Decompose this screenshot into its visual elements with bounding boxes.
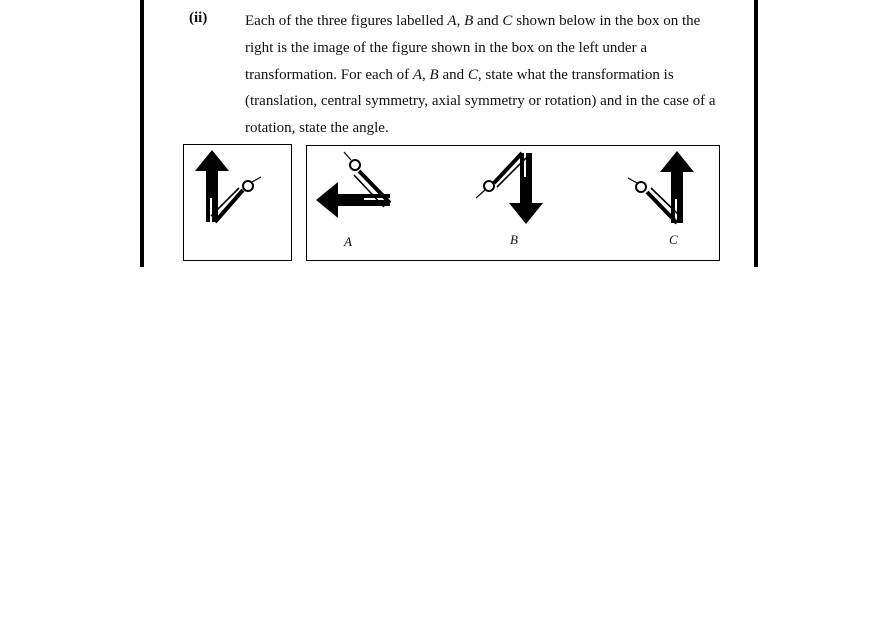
figure-a-label: A [344,234,352,249]
figure-b-ring [484,181,494,191]
question-text [245,8,745,142]
right-margin-rule [754,0,758,267]
figure-a-ring [350,160,360,170]
figure-b-label: B [510,232,518,247]
figure-c-ring [636,182,646,192]
figure-b-tick [476,190,485,198]
figure-a-arrow [316,182,390,218]
original-figure [183,144,292,261]
question-line: (translation, central symmetry, axial symmetry or rotation) and in the case of a [245,93,716,110]
question-line: Each of the three figures labelled A, B and C shown below in the box on the [245,13,701,29]
image-figure-c [620,145,710,230]
figure-a-tick [344,152,351,160]
question-line: rotation, state the angle. [245,120,389,137]
question-number: (ii) [189,10,208,26]
original-stem [215,190,243,222]
left-margin-rule [140,0,144,267]
original-tick [252,177,261,182]
original-ring [243,181,253,191]
figure-c-tick [628,178,637,183]
figure-c-label: C [669,232,678,247]
question-line: right is the image of the figure shown in the box on the left under a [245,39,647,56]
question-line: transformation. For each of A, B and C, state what the transformation is [245,66,674,83]
image-figure-b [466,145,556,230]
figure-b-stem [494,153,522,183]
image-figure-a [306,145,416,225]
